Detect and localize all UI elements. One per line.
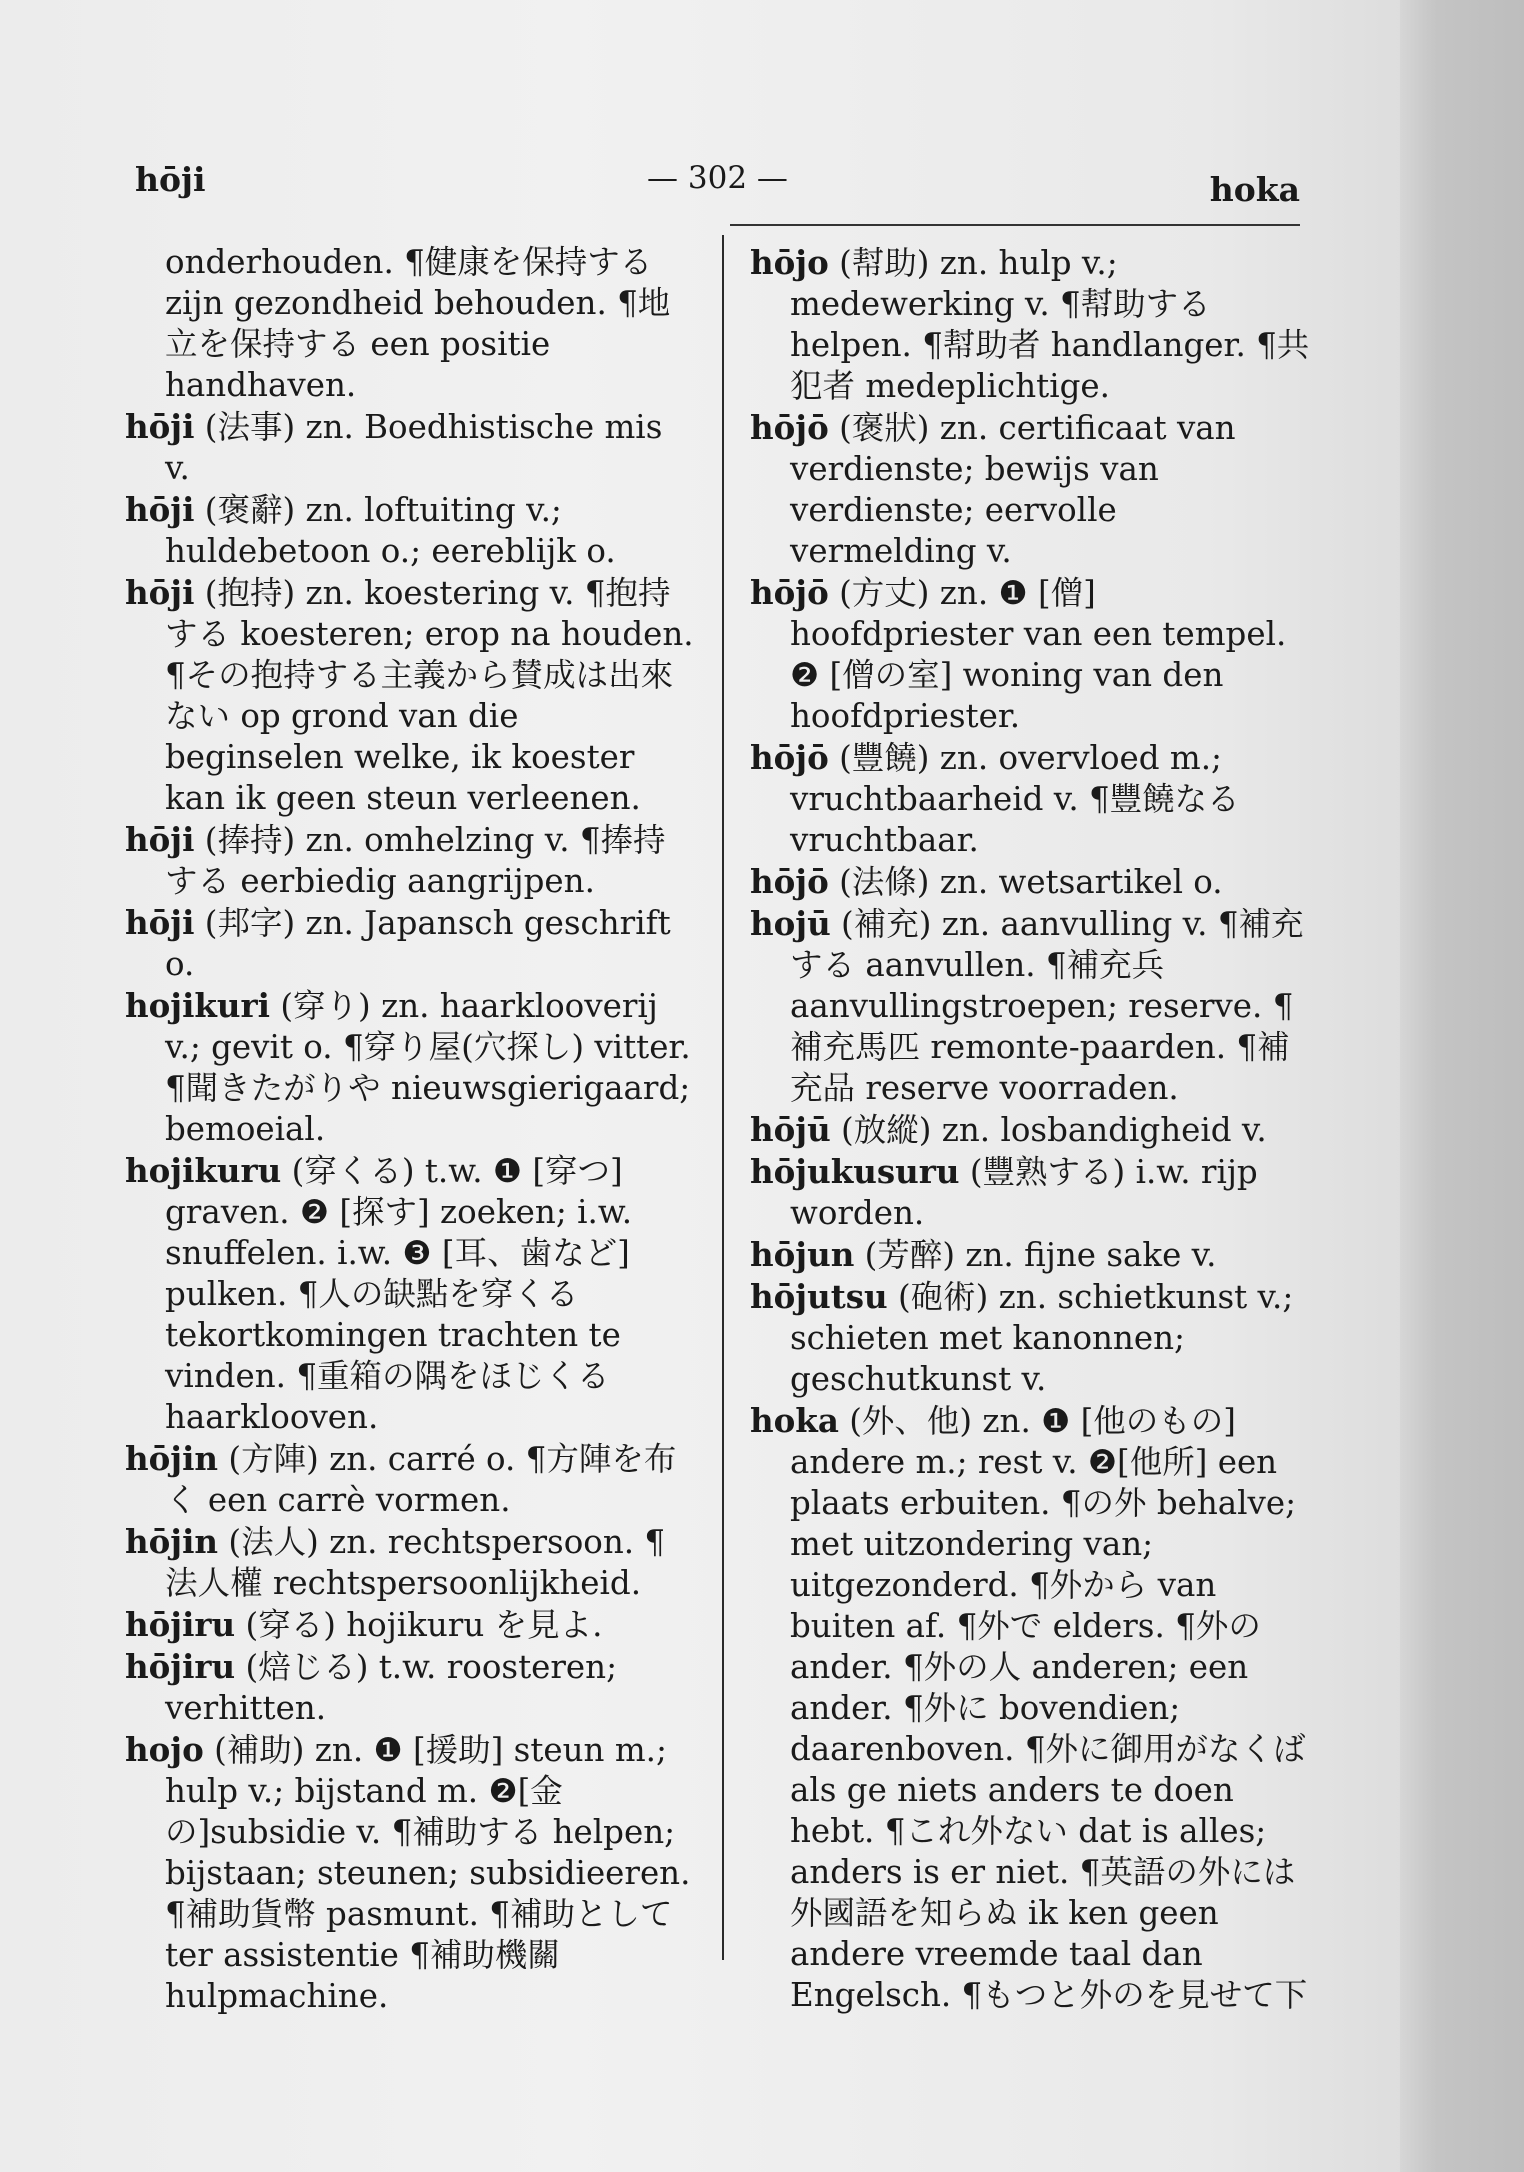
dictionary-entry <box>125 1521 695 1604</box>
dictionary-entry <box>750 1276 1310 1400</box>
headword: hōji <box>125 573 195 612</box>
entry-body: (穿くる) t.w. ❶ [穿つ] graven. ❷ [探す] zoeken; i.w. snuffelen. i.w. ❸ [耳、歯など] pulken. ¶人の缺點を穿くる tekortkomingen trachten te vinden. ¶重箱の隅をほじくる haarklooven. <box>165 1152 633 1436</box>
entry-body: (抱持) zn. koestering v. ¶抱持する koesteren; erop na houden. ¶その抱持する主義から賛成は出來ない op grond van die beginselen welke, ik koester kan ik geen steun verleenen. <box>165 574 694 817</box>
entry-body: (補充) zn. aanvulling v. ¶補充する aanvullen. ¶補充兵 aanvullingstroepen; reserve. ¶補充馬匹 remonte-paarden. ¶補充品 reserve voorraden. <box>790 905 1304 1107</box>
header-rule <box>730 224 1300 226</box>
headword: hojo <box>125 1730 204 1769</box>
dictionary-entry <box>125 1604 695 1646</box>
dictionary-entry <box>750 1151 1310 1234</box>
dictionary-entry <box>750 572 1310 737</box>
dictionary-entry <box>750 737 1310 861</box>
headword: hōjō <box>750 862 829 901</box>
header-right-guideword: hoka <box>1209 170 1300 209</box>
entry-body: (豐饒) zn. overvloed m.; vruchtbaarheid v. ¶豐饒なる vruchtbaar. <box>790 739 1240 859</box>
headword: hōji <box>125 490 195 529</box>
headword: hōji <box>125 407 195 446</box>
headword: hōjō <box>750 738 829 777</box>
entry-body: (砲術) zn. schietkunst v.; schieten met kanonnen; geschutkunst v. <box>790 1278 1294 1398</box>
page-number: — 302 — <box>647 160 788 196</box>
entry-body: (褒辭) zn. loftuiting v.; huldebetoon o.; eereblijk o. <box>165 491 616 570</box>
entry-continuation: onderhouden. ¶健康を保持する zijn gezondheid behouden. ¶地立を保持する een positie handhaven. <box>165 243 671 404</box>
header-left-guideword: hōji <box>135 160 206 199</box>
entry-body: (幇助) zn. hulp v.; medewerking v. ¶幇助する helpen. ¶幇助者 handlanger. ¶共犯者 medeplichtige. <box>790 244 1310 405</box>
entry-body: (捧持) zn. omhelzing v. ¶捧持する eerbiedig aangrijpen. <box>165 821 666 900</box>
headword: hōji <box>125 903 195 942</box>
dictionary-entry <box>125 819 695 902</box>
entry-body: (方丈) zn. ❶ [僧] hoofdpriester van een tempel. ❷ [僧の室] woning van den hoofdpriester. <box>790 574 1287 735</box>
dictionary-entry <box>750 1109 1310 1151</box>
headword: hōjū <box>750 1110 831 1149</box>
entry-body: (法事) zn. Boedhistische mis v. <box>165 408 663 487</box>
entry-body: (穿り) zn. haarklooverij v.; gevit o. ¶穿り屋(穴探し) vitter. ¶聞きたがりや nieuwsgierigaard; bemoeial. <box>165 987 691 1148</box>
entry-body: (邦字) zn. Japansch geschrift o. <box>165 904 671 983</box>
entry-body: (豐熟する) i.w. rijp worden. <box>790 1153 1258 1232</box>
right-column <box>750 242 1310 2014</box>
entry-body: (放縱) zn. losbandigheid v. <box>841 1111 1267 1149</box>
headword: hojikuru <box>125 1151 282 1190</box>
dictionary-entry <box>125 1729 695 2017</box>
dictionary-entry <box>125 1646 695 1729</box>
dictionary-entry <box>125 1438 695 1521</box>
entry-body: (褒狀) zn. certificaat van verdienste; bewijs van verdienste; eervolle vermelding v. <box>790 409 1236 570</box>
headword: hōjiru <box>125 1605 236 1644</box>
dictionary-entry <box>125 572 695 819</box>
dictionary-entry <box>125 1150 695 1438</box>
headword: hōjin <box>125 1439 219 1478</box>
dictionary-entry <box>125 406 695 489</box>
entry-body: (芳醉) zn. fijne sake v. <box>864 1236 1217 1274</box>
headword: hōjun <box>750 1235 855 1274</box>
headword: hojū <box>750 904 831 943</box>
entry-body: (方陣) zn. carré o. ¶方陣を布く een carrè vormen. <box>165 1440 677 1519</box>
dictionary-entry <box>125 489 695 572</box>
page-header <box>135 160 1300 210</box>
entry-body: (補助) zn. ❶ [援助] steun m.; hulp v.; bijstand m. ❷[金の]subsidie v. ¶補助する helpen; bijstaan; steunen; subsidieeren. ¶補助貨幣 pasmunt. ¶補助として ter assistentie ¶補助機關 hulpmachine. <box>165 1731 691 2015</box>
headword: hōjin <box>125 1522 219 1561</box>
entry-body: (法人) zn. rechtspersoon. ¶法人權 rechtspersoonlijkheid. <box>165 1523 666 1602</box>
dictionary-entry <box>750 1400 1310 2016</box>
entry-body: (外、他) zn. ❶ [他のもの] andere m.; rest v. ❷[他所] een plaats erbuiten. ¶の外 behalve; met uitzondering van; uitgezonderd. ¶外から van buiten af. ¶外で elders. ¶外の ander. ¶外の人 anderen; een ander. ¶外に bovendien; daarenboven. ¶外に御用がなくば als ge niets anders te doen hebt. ¶これ外ない dat is alles; anders is er niet. ¶英語の外には外國語を知らぬ ik ken geen andere vreemde taal dan Engelsch. ¶もつと外のを見せて下 <box>790 1402 1308 2014</box>
dictionary-entry <box>125 985 695 1150</box>
column-divider <box>722 235 724 1960</box>
headword: hoka <box>750 1401 839 1440</box>
entry-body: (法條) zn. wetsartikel o. <box>839 863 1223 901</box>
headword: hōjukusuru <box>750 1152 960 1191</box>
dictionary-entry <box>750 1234 1310 1276</box>
headword: hōjō <box>750 573 829 612</box>
headword: hōjo <box>750 243 829 282</box>
left-column <box>125 242 695 2015</box>
headword: hōjō <box>750 408 829 447</box>
dictionary-entry <box>750 903 1310 1109</box>
dictionary-entry <box>750 407 1310 572</box>
entry-body: (焙じる) t.w. roosteren; verhitten. <box>165 1648 618 1727</box>
headword: hōjiru <box>125 1647 236 1686</box>
headword: hōjutsu <box>750 1277 888 1316</box>
headword: hōji <box>125 820 195 859</box>
dictionary-entry <box>750 861 1310 903</box>
page-edge <box>1400 0 1524 2172</box>
entry-body: (穿る) hojikuru を見よ. <box>245 1606 603 1644</box>
dictionary-entry <box>750 242 1310 407</box>
dictionary-entry <box>125 902 695 985</box>
headword: hojikuri <box>125 986 271 1025</box>
